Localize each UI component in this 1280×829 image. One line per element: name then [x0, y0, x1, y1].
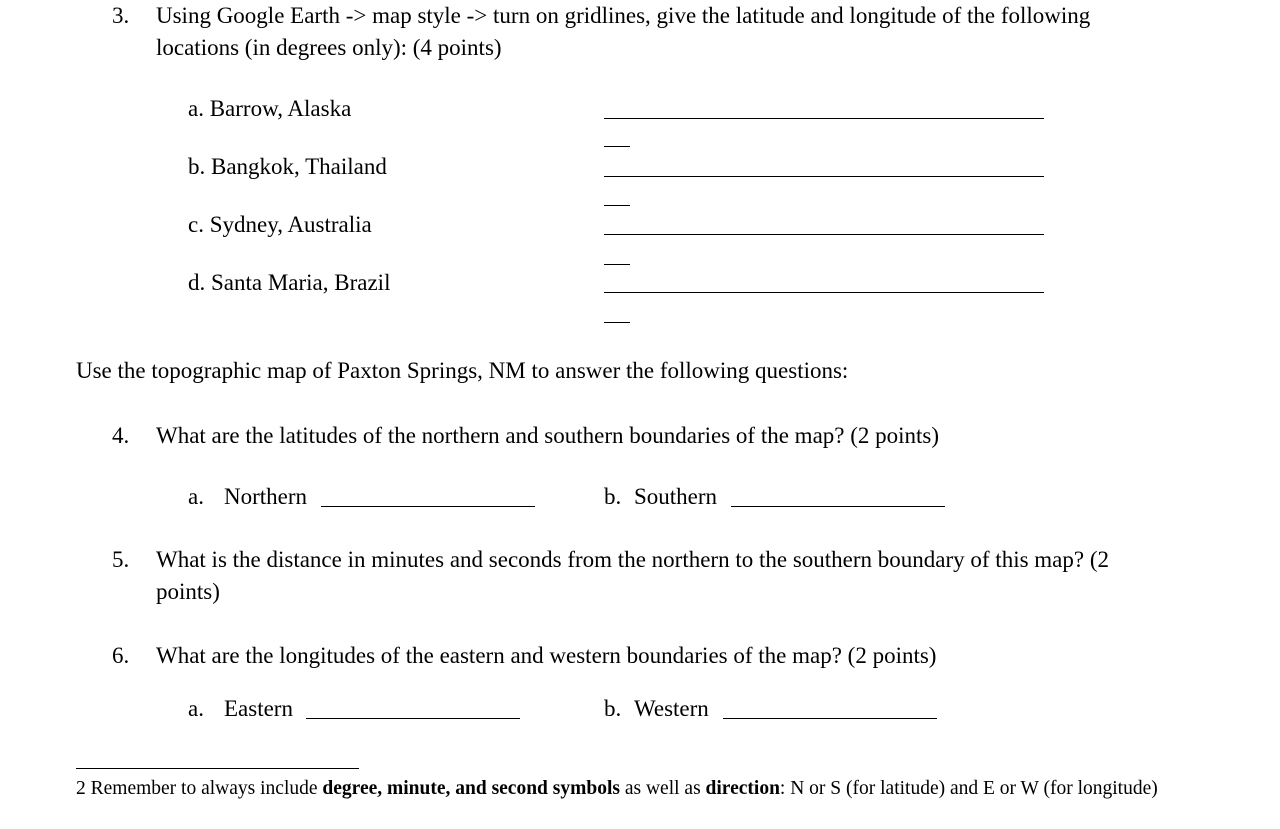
q6-western-answer-blank[interactable]	[723, 718, 937, 719]
q3-answer-blank-a[interactable]	[604, 118, 1044, 119]
q3-answer-dash-c	[604, 264, 630, 265]
q3-answer-dash-a	[604, 146, 630, 147]
footnote-bold-symbols: degree, minute, and second symbols	[322, 778, 620, 799]
q6-a-letter: a.	[188, 696, 204, 721]
question-3-number: 3.	[112, 3, 130, 28]
question-4-number: 4.	[112, 423, 130, 448]
footnote	[76, 777, 1196, 801]
footnote-text-2: as well as	[619, 778, 706, 799]
q3-answer-dash-d	[604, 322, 630, 323]
q4-b-label: Southern	[634, 484, 718, 509]
question-4-text: What are the latitudes of the northern and southern boundaries of the map? (2 points)	[156, 423, 940, 448]
q6-a-label: Eastern	[224, 696, 293, 721]
q3-answer-blank-b[interactable]	[604, 176, 1044, 177]
q3-item-bangkok: b. Bangkok, Thailand	[188, 154, 387, 179]
q4-a-label: Northern	[224, 484, 308, 509]
q3-answer-blank-d[interactable]	[604, 292, 1044, 293]
footnote-bold-direction: direction	[705, 778, 780, 799]
q4-southern-answer-blank[interactable]	[731, 506, 945, 507]
section-intro: Use the topographic map of Paxton Springs, NM to answer the following questions:	[76, 358, 849, 383]
q4-b-letter: b.	[604, 484, 622, 509]
q6-b-label: Western	[634, 696, 709, 721]
question-3-text-line1: Using Google Earth -> map style -> turn on gridlines, give the latitude and longitude of the following	[156, 3, 1091, 28]
question-6-number: 6.	[112, 643, 130, 668]
q3-item-santa-maria: d. Santa Maria, Brazil	[188, 270, 391, 295]
question-5-text-line1: What is the distance in minutes and seconds from the northern to the southern boundary of this map? (2	[156, 547, 1109, 572]
q3-item-sydney: c. Sydney, Australia	[188, 212, 372, 237]
question-5-number: 5.	[112, 547, 130, 572]
q6-eastern-answer-blank[interactable]	[306, 718, 520, 719]
footnote-text-1: Remember to always include	[90, 778, 323, 799]
q4-a-letter: a.	[188, 484, 204, 509]
question-5-text-line2: points)	[156, 579, 220, 604]
q3-item-barrow: a. Barrow, Alaska	[188, 96, 352, 121]
q3-answer-blank-c[interactable]	[604, 234, 1044, 235]
q3-answer-dash-b	[604, 205, 630, 206]
footnote-text-3: : N or S (for latitude) and E or W (for longitude)	[779, 778, 1158, 799]
q4-northern-answer-blank[interactable]	[321, 506, 535, 507]
question-3-text-line2: locations (in degrees only): (4 points)	[156, 35, 502, 60]
footnote-separator	[76, 768, 359, 769]
footnote-number: 2	[76, 778, 86, 799]
q6-b-letter: b.	[604, 696, 622, 721]
question-6-text: What are the longitudes of the eastern and western boundaries of the map? (2 points)	[156, 643, 937, 668]
